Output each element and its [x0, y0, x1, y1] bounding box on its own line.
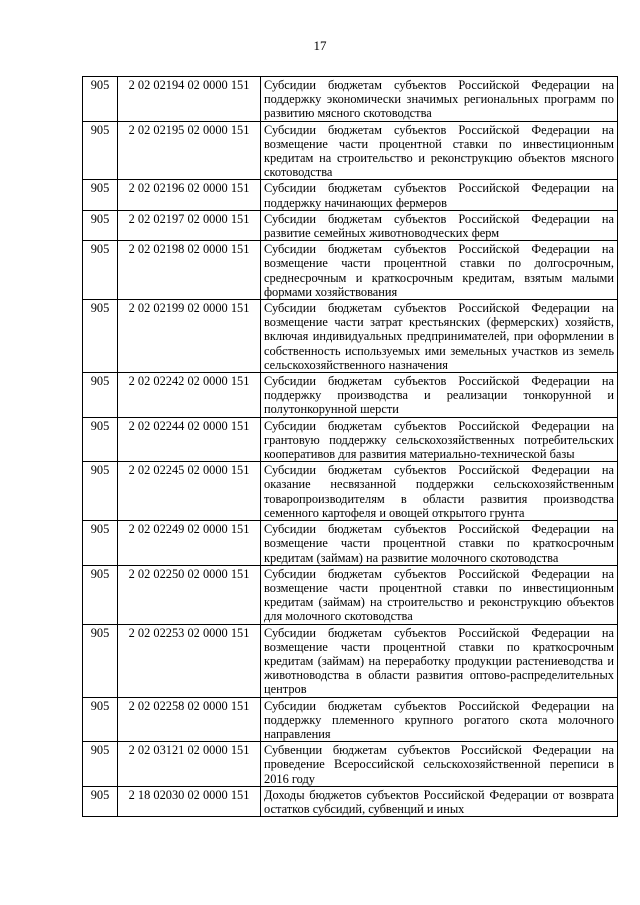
description-text: Доходы бюджетов субъектов Российской Федерации от возврата остатков субсидий, субвенций и иных [264, 787, 614, 816]
admin-code-cell: 905 [83, 210, 118, 240]
table-row [83, 742, 618, 787]
description-text: Субсидии бюджетам субъектов Российской Федерации на оказание несвязанной поддержки сельскохозяйственным товаропроизводителям в области развития производства семенного картофеля и овощей открытого грунта [264, 463, 614, 520]
table-row [83, 180, 618, 210]
description-cell [261, 300, 618, 373]
budget-code-cell: 2 18 02030 02 0000 151 [118, 786, 261, 816]
description-cell [261, 624, 618, 697]
description-text: Субсидии бюджетам субъектов Российской Федерации на возмещение части затрат крестьянских (фермерских) хозяйств, включая индивидуальных предпринимателей, при оформлении в собственность используемых ими земельных участков из земель сельскохозяйственного назначения [264, 301, 614, 372]
description-cell [261, 210, 618, 240]
table-row [83, 565, 618, 624]
description-text: Субсидии бюджетам субъектов Российской Федерации на поддержку начинающих фермеров [264, 181, 614, 210]
description-cell [261, 462, 618, 521]
admin-code-cell: 905 [83, 742, 118, 787]
table-row [83, 624, 618, 697]
page-number: 17 [313, 38, 327, 53]
table-row [83, 241, 618, 300]
budget-code-cell: 2 02 02250 02 0000 151 [118, 565, 261, 624]
description-text: Субсидии бюджетам субъектов Российской Федерации на возмещение части процентной ставки по инвестиционным кредитам на строительство и реконструкцию объектов мясного скотоводства [264, 122, 614, 180]
table-row [83, 77, 618, 122]
description-cell [261, 121, 618, 180]
admin-code-cell: 905 [83, 180, 118, 210]
table-row [83, 373, 618, 418]
budget-code-cell: 2 02 02249 02 0000 151 [118, 521, 261, 566]
admin-code-cell: 905 [83, 565, 118, 624]
admin-code-cell: 905 [83, 521, 118, 566]
budget-code-cell: 2 02 02242 02 0000 151 [118, 373, 261, 418]
budget-code-cell: 2 02 02195 02 0000 151 [118, 121, 261, 180]
budget-code-cell: 2 02 02258 02 0000 151 [118, 697, 261, 742]
table-row [83, 121, 618, 180]
description-text: Субсидии бюджетам субъектов Российской Федерации на возмещение части процентной ставки по инвестиционным кредитам (займам) на строительство и реконструкцию объектов для молочного скотоводства [264, 566, 614, 624]
description-cell [261, 521, 618, 566]
admin-code-cell: 905 [83, 300, 118, 373]
admin-code-cell: 905 [83, 697, 118, 742]
description-cell [261, 786, 618, 816]
budget-code-cell: 2 02 02198 02 0000 151 [118, 241, 261, 300]
budget-code-cell: 2 02 03121 02 0000 151 [118, 742, 261, 787]
budget-code-cell: 2 02 02199 02 0000 151 [118, 300, 261, 373]
table-body [83, 77, 618, 817]
table-row [83, 697, 618, 742]
table-row [83, 786, 618, 816]
admin-code-cell: 905 [83, 786, 118, 816]
table-row [83, 300, 618, 373]
description-text: Субсидии бюджетам субъектов Российской Федерации на возмещение части процентной ставки по долгосрочным, среднесрочным и краткосрочным кредитам, взятым малыми формами хозяйствования [264, 242, 614, 299]
budget-classification-table [82, 76, 618, 817]
admin-code-cell: 905 [83, 77, 118, 122]
description-cell [261, 373, 618, 418]
description-cell [261, 417, 618, 462]
description-text: Субвенции бюджетам субъектов Российской Федерации на проведение Всероссийской сельскохозяйственной переписи в 2016 году [264, 743, 614, 786]
budget-code-cell: 2 02 02194 02 0000 151 [118, 77, 261, 122]
budget-code-cell: 2 02 02245 02 0000 151 [118, 462, 261, 521]
description-text: Субсидии бюджетам субъектов Российской Федерации на поддержку производства и реализации тонкорунной и полутонкорунной шерсти [264, 374, 614, 417]
table-row [83, 417, 618, 462]
description-cell [261, 77, 618, 122]
budget-code-cell: 2 02 02244 02 0000 151 [118, 417, 261, 462]
description-cell [261, 565, 618, 624]
description-text: Субсидии бюджетам субъектов Российской Федерации на поддержку племенного крупного рогатого скота молочного направления [264, 698, 614, 741]
admin-code-cell: 905 [83, 462, 118, 521]
description-cell [261, 697, 618, 742]
description-text: Субсидии бюджетам субъектов Российской Федерации на поддержку экономически значимых региональных программ по развитию мясного скотоводства [264, 78, 614, 121]
budget-code-cell: 2 02 02197 02 0000 151 [118, 210, 261, 240]
description-text: Субсидии бюджетам субъектов Российской Федерации на грантовую поддержку сельскохозяйственных потребительских кооперативов для развития материально-технической базы [264, 418, 614, 462]
description-text: Субсидии бюджетам субъектов Российской Федерации на возмещение части процентной ставки по краткосрочным кредитам (займам) на развитие молочного скотоводства [264, 522, 614, 565]
table-row [83, 462, 618, 521]
budget-code-cell: 2 02 02196 02 0000 151 [118, 180, 261, 210]
admin-code-cell: 905 [83, 624, 118, 697]
admin-code-cell: 905 [83, 373, 118, 418]
budget-code-cell: 2 02 02253 02 0000 151 [118, 624, 261, 697]
description-cell [261, 241, 618, 300]
description-cell [261, 180, 618, 210]
table-row [83, 521, 618, 566]
description-text: Субсидии бюджетам субъектов Российской Федерации на возмещение части процентной ставки по краткосрочным кредитам (займам) на переработку продукции растениеводства и животноводства в области развития оптово-распределительных центров [264, 625, 614, 697]
description-text: Субсидии бюджетам субъектов Российской Федерации на развитие семейных животноводческих ферм [264, 211, 614, 241]
table-row [83, 210, 618, 240]
admin-code-cell: 905 [83, 241, 118, 300]
description-cell [261, 742, 618, 787]
admin-code-cell: 905 [83, 121, 118, 180]
admin-code-cell: 905 [83, 417, 118, 462]
